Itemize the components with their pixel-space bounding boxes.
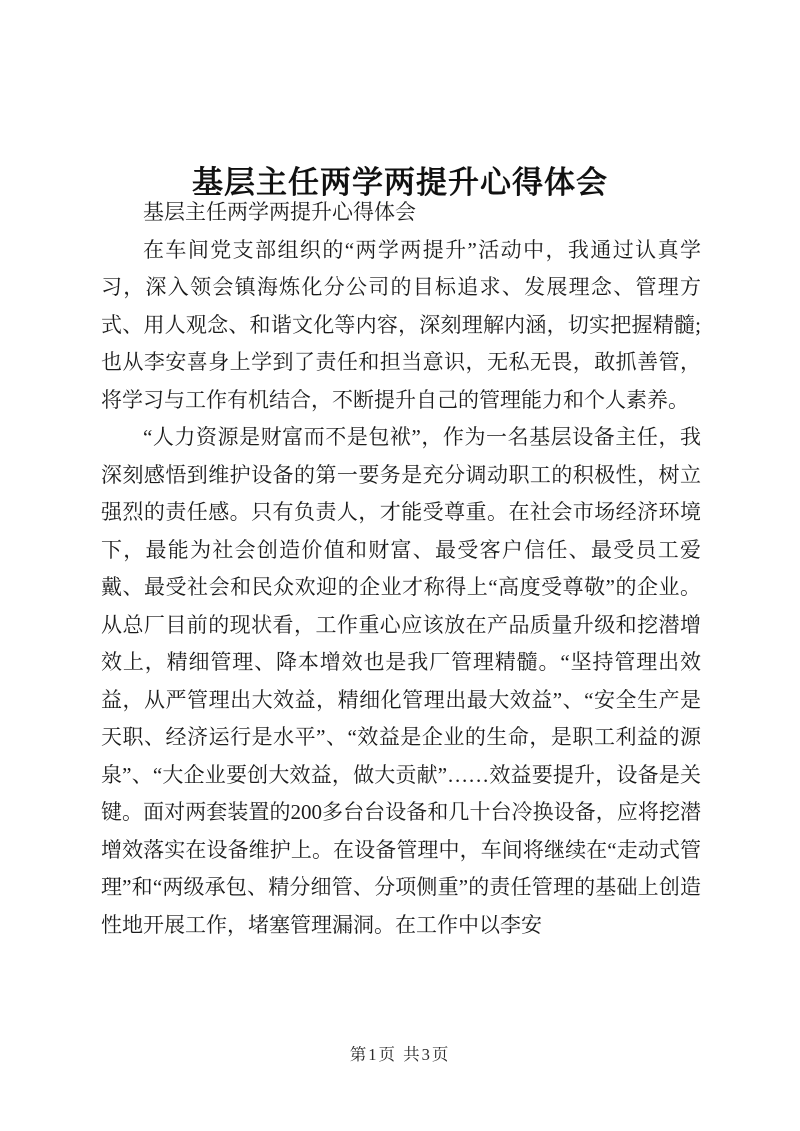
page-number: 第1页 共3页 xyxy=(349,1045,451,1064)
paragraph-subtitle: 基层主任两学两提升心得体会 xyxy=(143,200,416,224)
paragraph: 在车间党支部组织的“两学两提升”活动中，我通过认真学习，深入领会镇海炼化分公司的目标追求、发展理念、管理方式、用人观念、和谐文化等内容，深刻理解内涵，切实把握精髓;也从李安喜身上学到了责任和担当意识，无私无畏，敢抓善管，将学习与工作有机结合，不断提升自己的管理能力和个人素养。 xyxy=(101,237,701,412)
page-title: 基层主任两学两提升心得体会 xyxy=(192,164,608,200)
paragraph: “人力资源是财富而不是包袱”，作为一名基层设备主任，我深刻感悟到维护设备的第一要务是充分调动职工的积极性，树立强烈的责任感。只有负责人，才能受尊重。在社会市场经济环境下，最能为社会创造价值和财富、最受客户信任、最受员工爱戴、最受社会和民众欢迎的企业才称得上“高度受尊敬”的企业。从总厂目前的现状看，工作重心应该放在产品质量升级和挖潜增效上，精细管理、降本增效也是我厂管理精髓。“坚持管理出效益，从严管理出大效益，精细化管理出最大效益”、“安全生产是天职、经济运行是水平”、“效益是企业的生命，是职工利益的源泉”、“大企业要创大效益，做大贡献”……效益要提升，设备是关键。面对两套装置的200多台台设备和几十台冷换设备，应将挖潜增效落实在设备维护上。在设备管理中，车间将继续在“走动式管理”和“两级承包、精分细管、分项侧重”的责任管理的基础上创造性地开展工作，堵塞管理漏洞。在工作中以李安 xyxy=(101,425,701,937)
page-footer xyxy=(0,1041,800,1065)
document-body xyxy=(101,194,701,944)
